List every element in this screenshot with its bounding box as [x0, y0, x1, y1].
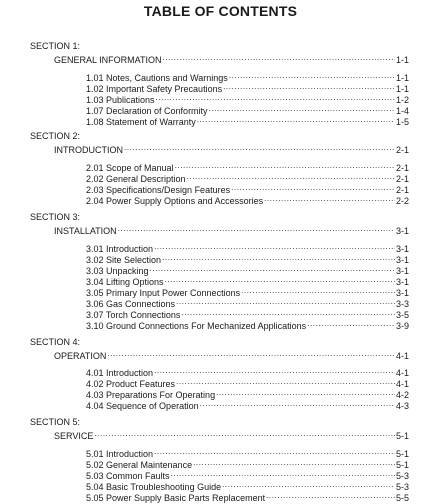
section-label: SECTION 4:: [30, 337, 81, 347]
toc-entry-text: 4.03 Preparations For Operating: [86, 390, 216, 400]
section-heading: [54, 428, 409, 442]
toc-entry-text: 1.02 Important Safety Precautions: [86, 84, 223, 94]
dot-leader: [231, 182, 395, 193]
dot-leader: [187, 171, 395, 182]
toc-entry-text: 4.04 Sequence of Operation: [86, 401, 199, 411]
dot-leader: [124, 142, 395, 153]
dot-leader: [163, 52, 395, 63]
toc-entry-text: 5.04 Basic Troubleshooting Guide: [86, 482, 222, 492]
section-heading-text: GENERAL INFORMATION: [54, 55, 162, 65]
section-heading-page-number: 5-1: [395, 431, 409, 441]
dot-leader: [241, 285, 395, 296]
dot-leader: [222, 479, 395, 490]
section-label: SECTION 1:: [30, 41, 81, 51]
toc-entry-page-number: 3-1: [395, 277, 409, 287]
section-label: SECTION 5:: [30, 417, 81, 427]
dot-leader: [150, 263, 395, 274]
dot-leader: [200, 398, 395, 409]
toc-entry-text: 5.01 Introduction: [86, 449, 154, 459]
toc-entry-page-number: 1-1: [395, 73, 409, 83]
toc-entry: [86, 318, 409, 332]
toc-entry-page-number: 2-1: [395, 185, 409, 195]
toc-entry-page-number: 1-1: [395, 84, 409, 94]
dot-leader: [171, 468, 395, 479]
toc-entry-page-number: 3-3: [395, 299, 409, 309]
toc-entry-page-number: 3-1: [395, 288, 409, 298]
page-title: TABLE OF CONTENTS: [143, 3, 298, 19]
toc-entry-text: 3.03 Unpacking: [86, 266, 149, 276]
toc-entry-text: 2.01 Scope of Manual: [86, 163, 174, 173]
toc-entry-page-number: 3-1: [395, 244, 409, 254]
dot-leader: [175, 160, 395, 171]
dot-leader: [154, 241, 395, 252]
dot-leader: [223, 81, 395, 92]
dot-leader: [162, 252, 395, 263]
section-heading-page-number: 1-1: [395, 55, 409, 65]
dot-leader: [154, 446, 395, 457]
toc-entry-page-number: 4-1: [395, 368, 409, 378]
toc-entry: [86, 490, 409, 504]
toc-entry-text: 2.02 General Description: [86, 174, 186, 184]
section-heading: [54, 348, 409, 362]
section-heading-page-number: 4-1: [395, 351, 409, 361]
dot-leader: [94, 428, 395, 439]
dot-leader: [266, 490, 395, 501]
dot-leader: [229, 70, 395, 81]
toc-entry: [86, 114, 409, 128]
toc-entry-page-number: 5-3: [395, 482, 409, 492]
section-heading: [54, 142, 409, 156]
dot-leader: [209, 103, 395, 114]
dot-leader: [107, 348, 395, 359]
dot-leader: [307, 318, 395, 329]
toc-entry-text: 2.03 Specifications/Design Features: [86, 185, 231, 195]
toc-entry-text: 2.04 Power Supply Options and Accessories: [86, 196, 264, 206]
toc-entry-page-number: 3-9: [395, 321, 409, 331]
dot-leader: [154, 365, 395, 376]
toc-entry-page-number: 2-2: [395, 196, 409, 206]
dot-leader: [264, 193, 395, 204]
dot-leader: [197, 114, 395, 125]
toc-entry-page-number: 2-1: [395, 163, 409, 173]
toc-entry-page-number: 5-1: [395, 460, 409, 470]
toc-entry-text: 3.06 Gas Connections: [86, 299, 176, 309]
toc-entry-text: 3.07 Torch Connections: [86, 310, 181, 320]
section-heading-text: SERVICE: [54, 431, 94, 441]
toc-entry-text: 3.05 Primary Input Power Connections: [86, 288, 241, 298]
dot-leader: [216, 387, 395, 398]
toc-entry-text: 1.03 Publications: [86, 95, 155, 105]
toc-entry-page-number: 4-1: [395, 379, 409, 389]
toc-entry-text: 3.04 Lifting Options: [86, 277, 164, 287]
dot-leader: [176, 296, 395, 307]
toc-entry-text: 4.02 Product Features: [86, 379, 176, 389]
toc-entry-page-number: 5-5: [395, 493, 409, 503]
toc-entry: [86, 398, 409, 412]
toc-entry-text: 3.01 Introduction: [86, 244, 154, 254]
dot-leader: [118, 223, 395, 234]
toc-entry-page-number: 3-1: [395, 255, 409, 265]
toc-entry-page-number: 1-5: [395, 117, 409, 127]
toc-entry-page-number: 1-2: [395, 95, 409, 105]
section-heading-page-number: 3-1: [395, 226, 409, 236]
toc-entry-text: 5.03 Common Faults: [86, 471, 170, 481]
toc-entry-text: 5.02 General Maintenance: [86, 460, 193, 470]
toc-entry-page-number: 1-4: [395, 106, 409, 116]
section-heading-text: INTRODUCTION: [54, 145, 123, 155]
toc-entry-page-number: 4-3: [395, 401, 409, 411]
dot-leader: [156, 92, 395, 103]
section-heading: [54, 52, 409, 66]
toc-entry-page-number: 5-3: [395, 471, 409, 481]
dot-leader: [181, 307, 395, 318]
toc-entry-text: 1.07 Declaration of Conformity: [86, 106, 208, 116]
toc-entry-text: 5.05 Power Supply Basic Parts Replacement: [86, 493, 266, 503]
toc-entry: [86, 193, 409, 207]
toc-entry-page-number: 3-5: [395, 310, 409, 320]
toc-entry-text: 1.01 Notes, Cautions and Warnings: [86, 73, 228, 83]
toc-entry-text: 3.10 Ground Connections For Mechanized Applications: [86, 321, 307, 331]
toc-entry-text: 4.01 Introduction: [86, 368, 154, 378]
section-label: SECTION 3:: [30, 212, 81, 222]
toc-entry-page-number: 5-1: [395, 449, 409, 459]
toc-entry-page-number: 4-2: [395, 390, 409, 400]
toc-entry-text: 1.08 Statement of Warranty: [86, 117, 196, 127]
toc-entry-page-number: 2-1: [395, 174, 409, 184]
dot-leader: [165, 274, 395, 285]
section-heading: [54, 223, 409, 237]
dot-leader: [193, 457, 395, 468]
dot-leader: [176, 376, 395, 387]
section-heading-text: INSTALLATION: [54, 226, 117, 236]
toc-entry-text: 3.02 Site Selection: [86, 255, 162, 265]
section-label: SECTION 2:: [30, 131, 81, 141]
section-heading-text: OPERATION: [54, 351, 107, 361]
toc-entry-page-number: 3-1: [395, 266, 409, 276]
section-heading-page-number: 2-1: [395, 145, 409, 155]
